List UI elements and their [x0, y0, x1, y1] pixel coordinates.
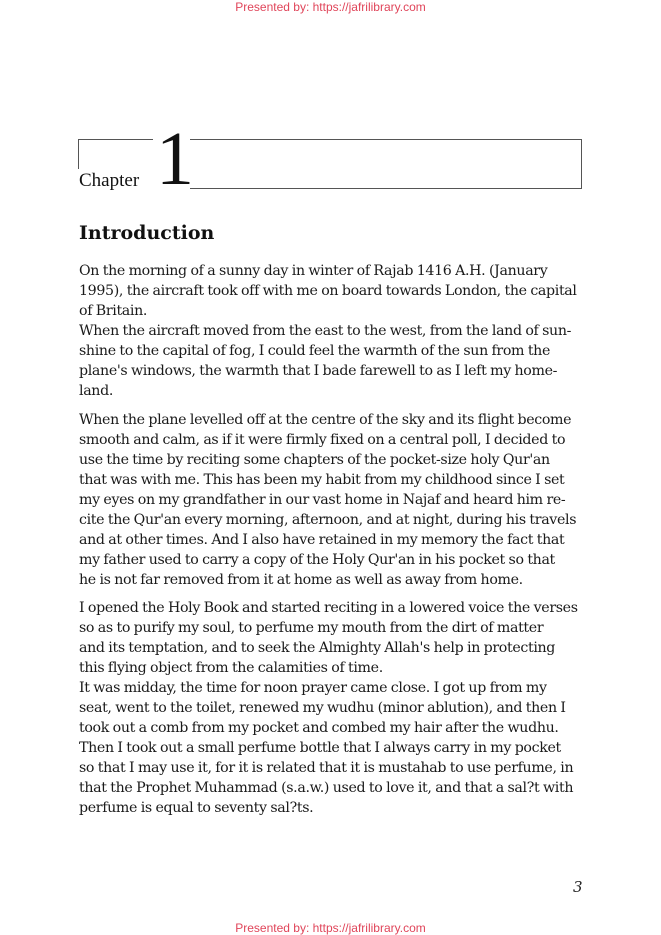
chapter-bracket-top-line: [78, 139, 153, 140]
text-line: he is not far removed from it at home as well as away from home.: [79, 572, 523, 588]
watermark-top: Presented by: https://jafrilibrary.com: [235, 0, 426, 14]
text-line: and at other times. And I also have retained in my memory the fact that: [79, 532, 565, 548]
text-line: smooth and calm, as if it were firmly fixed on a central poll, I decided to: [79, 432, 566, 448]
text-line: my father used to carry a copy of the Holy Qur'an in his pocket so that: [79, 552, 555, 568]
text-line: and its temptation, and to seek the Almighty Allah's help in protecting: [79, 640, 556, 656]
text-line: When the aircraft moved from the east to the west, from the land of sun-: [79, 323, 572, 339]
paragraph-1: [79, 261, 587, 401]
chapter-title-box: [190, 139, 582, 189]
text-line: cite the Qur'an every morning, afternoon, and at night, during his travels: [79, 512, 577, 528]
text-line: When the plane levelled off at the centre of the sky and its flight become: [79, 412, 572, 428]
text-line: that the Prophet Muhammad (s.a.w.) used to love it, and that a sal?t with: [79, 780, 574, 796]
text-line: seat, went to the toilet, renewed my wudhu (minor ablution), and then I: [79, 700, 566, 716]
text-line: so as to purify my soul, to perfume my mouth from the dirt of matter: [79, 620, 544, 636]
chapter-label: Chapter: [79, 170, 140, 191]
text-line: my eyes on my grandfather in our vast home in Najaf and heard him re-: [79, 492, 566, 508]
text-line: I opened the Holy Book and started reciting in a lowered voice the verses: [79, 600, 578, 616]
text-line: of Britain.: [79, 303, 148, 319]
text-line: use the time by reciting some chapters of the pocket-size holy Qur'an: [79, 452, 550, 468]
section-title: Introduction: [79, 222, 215, 244]
text-line: plane's windows, the warmth that I bade farewell to as I left my home-: [79, 363, 558, 379]
page-number: 3: [573, 878, 583, 896]
text-line: 1995), the aircraft took off with me on board towards London, the capital: [79, 283, 577, 299]
text-line: took out a comb from my pocket and combed my hair after the wudhu.: [79, 720, 559, 736]
text-line: It was midday, the time for noon prayer came close. I got up from my: [79, 680, 547, 696]
text-line: this flying object from the calamities of time.: [79, 660, 383, 676]
text-line: shine to the capital of fog, I could feel the warmth of the sun from the: [79, 343, 550, 359]
text-line: that was with me. This has been my habit from my childhood since I set: [79, 472, 565, 488]
chapter-number: 1: [156, 117, 194, 201]
text-line: perfume is equal to seventy sal?ts.: [79, 800, 314, 816]
text-line: Then I took out a small perfume bottle that I always carry in my pocket: [79, 740, 561, 756]
watermark-bottom: Presented by: https://jafrilibrary.com: [235, 921, 426, 935]
text-line: land.: [79, 383, 113, 399]
text-line: On the morning of a sunny day in winter of Rajab 1416 A.H. (January: [79, 263, 548, 279]
text-line: so that I may use it, for it is related that it is mustahab to use perfume, in: [79, 760, 574, 776]
paragraph-3: [79, 598, 587, 818]
paragraph-2: [79, 410, 587, 590]
chapter-bracket-left-line: [78, 139, 79, 169]
